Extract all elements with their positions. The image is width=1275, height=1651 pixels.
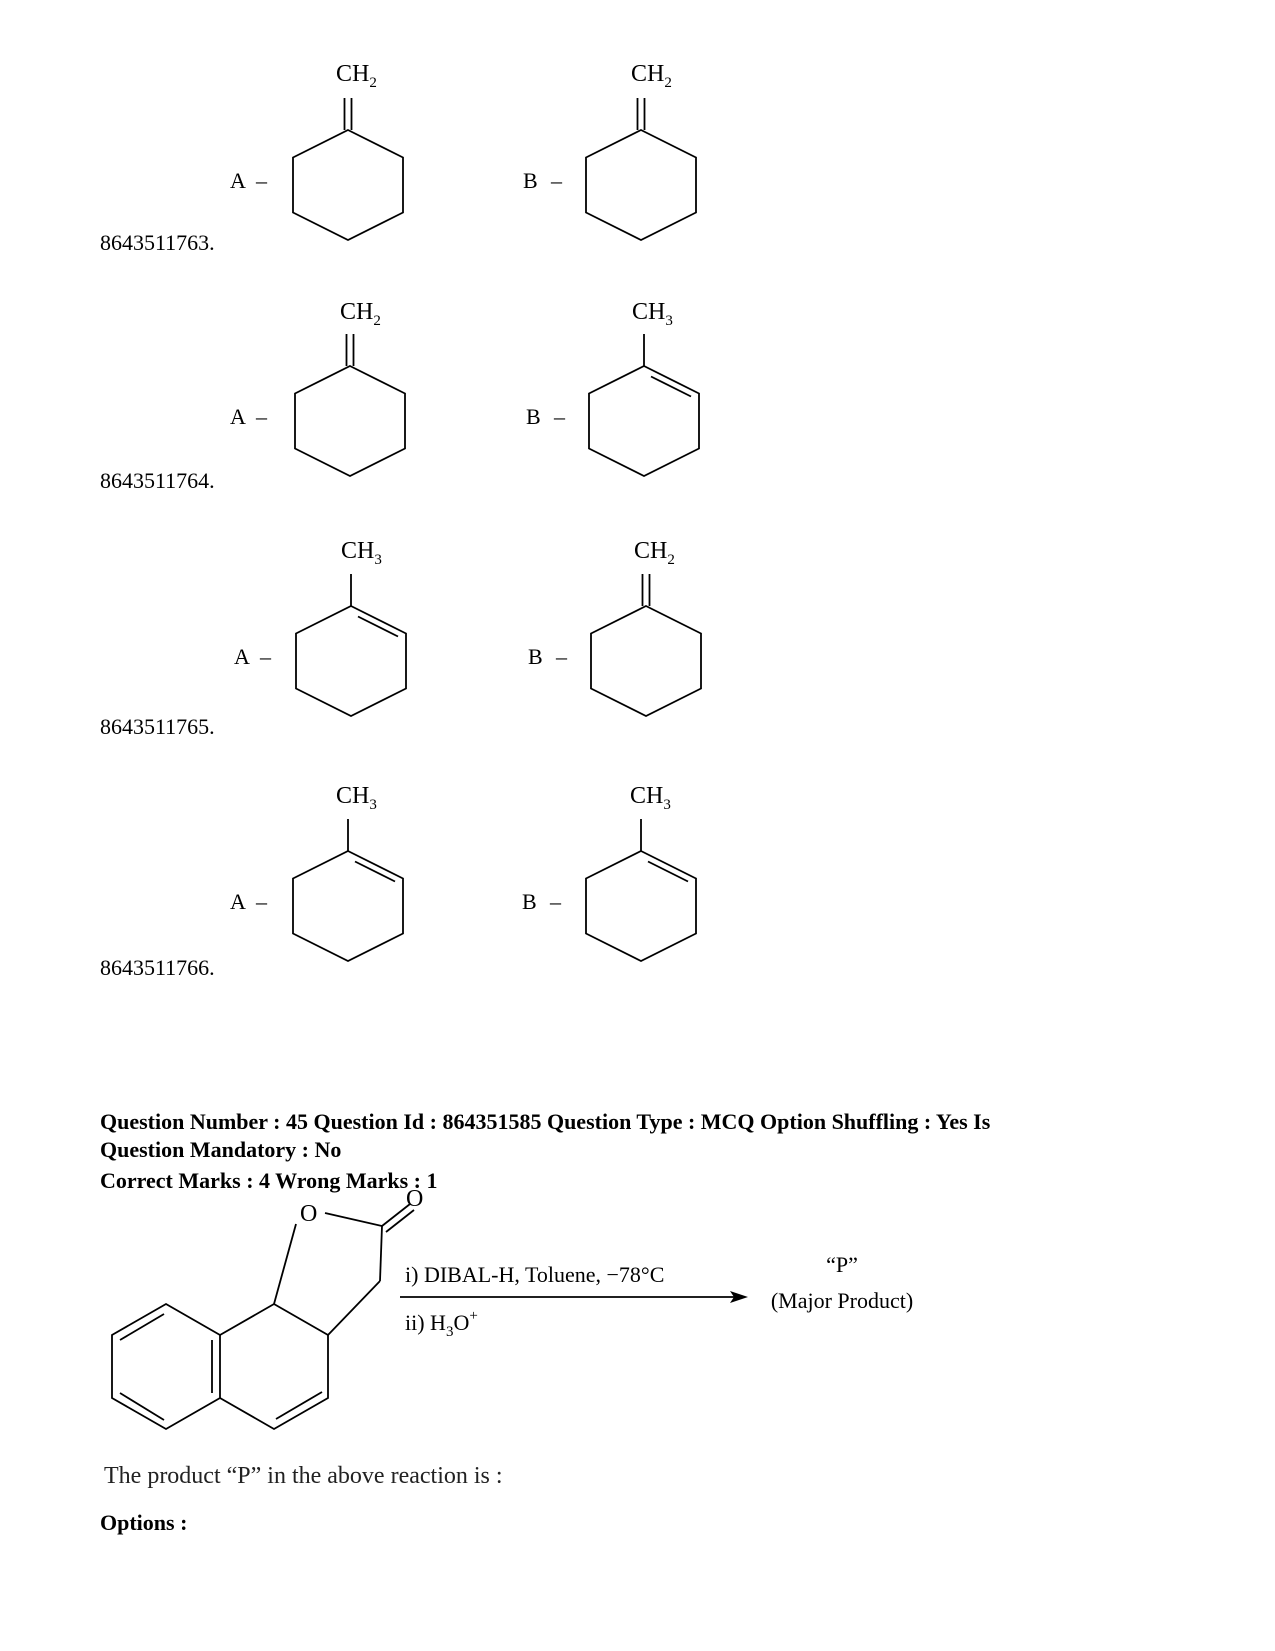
label-a: A [230,168,246,193]
substituent-label: $CH_3$ [341,538,382,568]
option-structures [220,288,740,498]
dash: – [256,889,267,914]
reaction-arrow [400,1291,748,1303]
label-a: A [234,644,250,669]
structure-a [230,783,403,961]
option-id: 8643511764. [100,468,215,493]
structure-b [523,61,696,240]
options-label: Options : [100,1510,188,1535]
structure-a [234,538,406,716]
dash: – [551,168,562,193]
option-structures [220,530,740,740]
structure-a [230,61,403,240]
question-prompt: The product “P” in the above reaction is : [104,1463,503,1489]
label-a: A [230,889,246,914]
substituent-label: $CH_2$ [336,61,377,91]
label-a: A [230,404,246,429]
question-header-line-2: Question Mandatory : No [100,1137,342,1162]
reagent-step-1: i) DIBAL-H, Toluene, −78°C [405,1262,665,1287]
product-note: (Major Product) [770,1288,914,1313]
substituent-label: $CH_2$ [631,61,672,91]
label-b: B [523,168,538,193]
option-id: 8643511765. [100,714,215,739]
dash: – [554,404,565,429]
substituent-label: $CH_3$ [336,783,377,813]
structure-b [522,783,696,961]
reaction-scheme [100,1180,1000,1440]
option-id: 8643511763. [100,230,215,255]
dash: – [260,644,271,669]
reactant-structure [112,1204,414,1429]
question-marks: Correct Marks : 4 Wrong Marks : 1 [100,1168,438,1193]
carbonyl-oxygen: O [406,1186,424,1212]
option-id: 8643511766. [100,955,215,980]
dash: – [256,404,267,429]
substituent-label: $CH_3$ [630,783,671,813]
substituent-label: $CH_2$ [634,538,675,568]
option-structures [220,775,740,985]
substituent-label: $CH_2$ [340,299,381,329]
structure-a [230,299,405,476]
label-b: B [526,404,541,429]
dash: – [550,889,561,914]
substituent-label: $CH_3$ [632,299,673,329]
structure-b [528,538,701,716]
structure-b [526,299,699,476]
label-b: B [522,889,537,914]
ring-oxygen: O [300,1201,318,1227]
dash: – [256,168,267,193]
question-header-line-1: Question Number : 45 Question Id : 864351585 Question Type : MCQ Option Shuffling : Yes Is [100,1109,991,1134]
product-label: “P” [826,1252,858,1277]
dash: – [556,644,567,669]
label-b: B [528,644,543,669]
reagent-step-2: ii) $H_3O^+$ [405,1308,478,1340]
option-structures [220,50,740,260]
